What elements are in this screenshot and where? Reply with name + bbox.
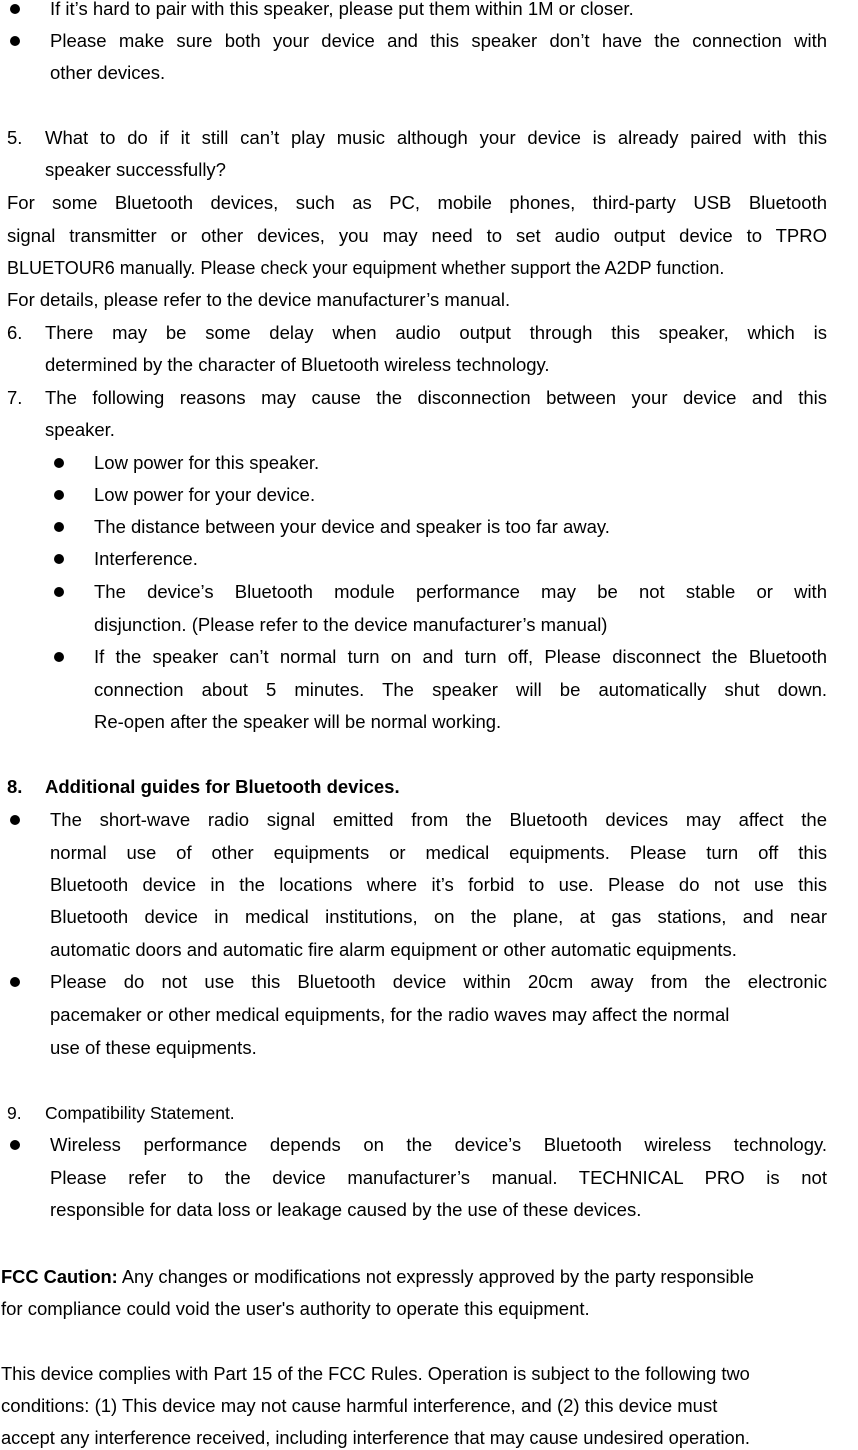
item-8-bullet-1-line-2: normal use of other equipments or medical equipments. Please turn off this (50, 842, 827, 863)
item-8-bullet-1-line-4: Bluetooth device in medical institutions, on the plane, at gas stations, and near (50, 906, 827, 927)
bullet-icon (10, 977, 20, 987)
item-8-bullet-2-line-1: Please do not use this Bluetooth device within 20cm away from the electronic (50, 971, 827, 992)
item-7-bullet-6-line-3: Re-open after the speaker will be normal working. (94, 711, 502, 732)
compliance-line-3: accept any interference received, including interference that may cause undesired operation. (1, 1427, 750, 1448)
item-8-bullet-1-line-5: automatic doors and automatic fire alarm equipment or other automatic equipments. (50, 939, 737, 960)
bullet-icon (54, 522, 64, 532)
bullet-icon (10, 1140, 20, 1150)
item-8-bullet-1-line-1: The short-wave radio signal emitted from the Bluetooth devices may affect the (50, 809, 827, 830)
item-7-bullet-5-line-1: The device’s Bluetooth module performance may be not stable or with (94, 581, 827, 602)
item-5-question-line-2: speaker successfully? (45, 159, 226, 180)
item-5-answer-line-4: For details, please refer to the device manufacturer’s manual. (7, 289, 511, 310)
fcc-caution-text: Any changes or modifications not expressly approved by the party responsible (117, 1266, 754, 1287)
item-9-heading: Compatibility Statement. (45, 1103, 235, 1123)
item-6-number: 6. (7, 322, 23, 343)
item-8-bullet-2-line-3: use of these equipments. (50, 1037, 257, 1058)
intro-bullet-2-line-2: other devices. (50, 62, 166, 83)
item-9-number: 9. (7, 1103, 22, 1123)
item-5-answer-line-1: For some Bluetooth devices, such as PC, mobile phones, third-party USB Bluetooth (7, 192, 827, 213)
item-6-line-2: determined by the character of Bluetooth wireless technology. (45, 354, 550, 375)
item-7-bullet-6-line-1: If the speaker can’t normal turn on and turn off, Please disconnect the Bluetooth (94, 646, 827, 667)
item-7-bullet-6-line-2: connection about 5 minutes. The speaker will be automatically shut down. (94, 679, 827, 700)
bullet-icon (54, 490, 64, 500)
item-9-bullet-1-line-2: Please refer to the device manufacturer’s manual. TECHNICAL PRO is not (50, 1167, 827, 1188)
bullet-icon (10, 36, 20, 46)
item-7-bullet-4: Interference. (94, 548, 198, 569)
item-7-bullet-3: The distance between your device and speaker is too far away. (94, 516, 610, 537)
item-7-bullet-5-line-2: disjunction. (Please refer to the device manufacturer’s manual) (94, 614, 608, 635)
item-5-number: 5. (7, 127, 23, 148)
intro-bullet-1-line-1: If it’s hard to pair with this speaker, please put them within 1M or closer. (50, 0, 634, 19)
item-7-bullet-2: Low power for your device. (94, 484, 316, 505)
item-8-heading: Additional guides for Bluetooth devices. (45, 776, 400, 797)
bullet-icon (54, 587, 64, 597)
item-8-number: 8. (7, 776, 23, 797)
compliance-line-1: This device complies with Part 15 of the FCC Rules. Operation is subject to the following two (1, 1363, 750, 1384)
bullet-icon (54, 554, 64, 564)
bullet-icon (54, 652, 64, 662)
fcc-caution-label: FCC Caution: (1, 1266, 118, 1287)
item-5-question-line-1: What to do if it still can’t play music although your device is already paired with this (45, 127, 827, 148)
item-8-bullet-2-line-2: pacemaker or other medical equipments, for the radio waves may affect the normal (50, 1004, 730, 1025)
fcc-caution-line-2: for compliance could void the user's authority to operate this equipment. (1, 1298, 590, 1319)
item-7-line-1: The following reasons may cause the disconnection between your device and this (45, 387, 827, 408)
item-6-line-1: There may be some delay when audio output through this speaker, which is (45, 322, 827, 343)
item-5-answer-line-3: BLUETOUR6 manually. Please check your equipment whether support the A2DP function. (7, 258, 725, 278)
item-9-bullet-1-line-3: responsible for data loss or leakage caused by the use of these devices. (50, 1199, 642, 1220)
bullet-icon (10, 4, 20, 14)
intro-bullet-2-line-1: Please make sure both your device and this speaker don’t have the connection with (50, 30, 827, 51)
fcc-caution-line-1 (1, 1266, 754, 1288)
item-7-bullet-1: Low power for this speaker. (94, 452, 320, 473)
item-7-line-2: speaker. (45, 419, 115, 440)
item-8-bullet-1-line-3: Bluetooth device in the locations where it’s forbid to use. Please do not use this (50, 874, 827, 895)
bullet-icon (54, 458, 64, 468)
compliance-line-2: conditions: (1) This device may not cause harmful interference, and (2) this device must (1, 1395, 718, 1416)
item-7-number: 7. (7, 387, 23, 408)
bullet-icon (10, 815, 20, 825)
item-9-bullet-1-line-1: Wireless performance depends on the device’s Bluetooth wireless technology. (50, 1134, 827, 1155)
item-5-answer-line-2: signal transmitter or other devices, you may need to set audio output device to TPRO (7, 225, 827, 246)
